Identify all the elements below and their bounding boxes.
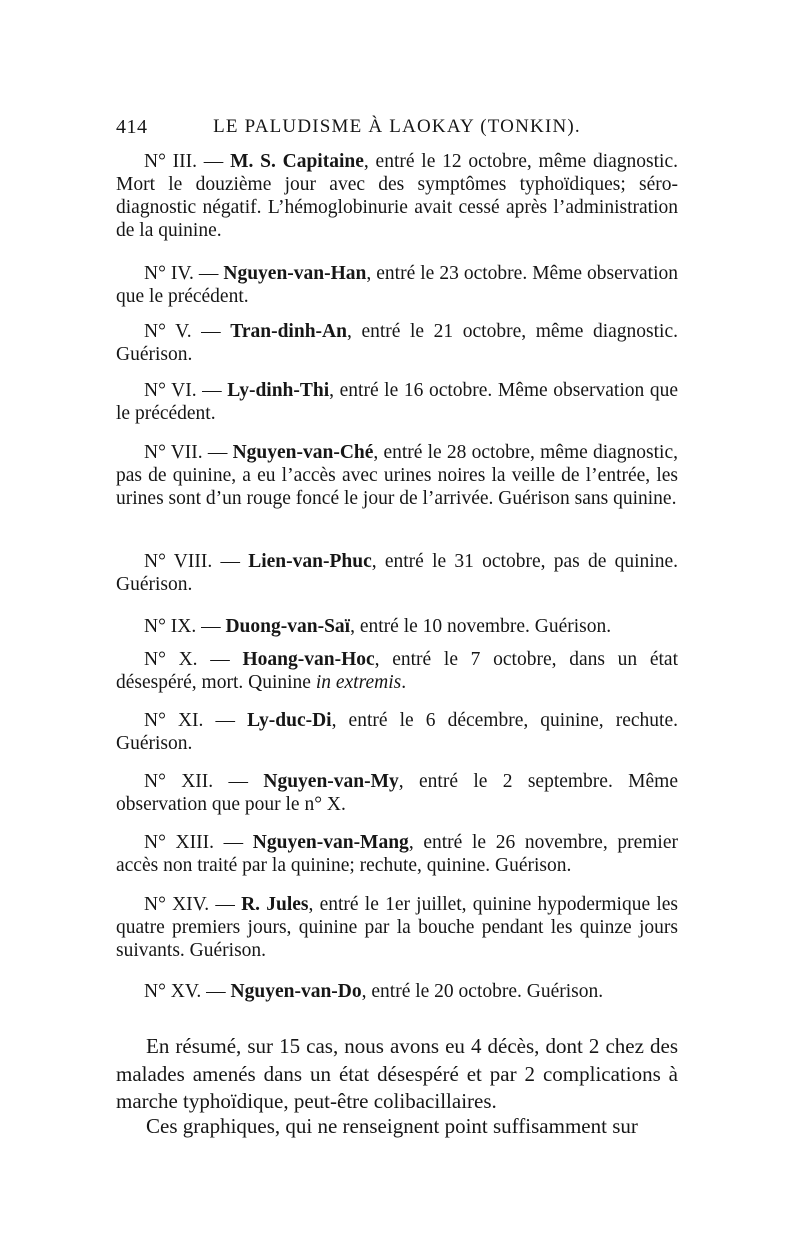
- latin-phrase: in extremis: [315, 672, 402, 693]
- case-dash: —: [196, 380, 228, 401]
- case-number: N° VII.: [144, 442, 203, 463]
- case-dash: —: [191, 321, 231, 342]
- case-number: N° V.: [144, 321, 192, 342]
- case-dash: —: [202, 442, 233, 463]
- case-text: , entré le 28 octobre, même diagnostic, pas de quinine, a eu l’accès avec urines noires la veille de l’entrée, les urines sont d’un rouge foncé le jour de l’arrivée. Guérison sans quinine.: [116, 442, 678, 509]
- summary-paragraph-continued: Ces graphiques, qui ne renseignent point suffisamment sur: [146, 1114, 638, 1138]
- case-text: , entré le 23 octobre. Même observation que le précédent.: [116, 263, 679, 307]
- case-text: , entré le 2 septembre. Même observation que pour le n° X.: [116, 771, 678, 815]
- case-entry: [116, 980, 678, 1003]
- patient-name: Nguyen-van-My: [263, 771, 399, 792]
- running-title: LE PALUDISME À LAOKAY (TONKIN).: [213, 116, 581, 137]
- patient-name: M. S. Capitaine: [230, 151, 364, 172]
- case-text: , entré le 7 octobre, dans un état désespéré, mort. Quinine: [116, 649, 679, 693]
- case-text: , entré le 26 novembre, premier accès non traité par la quinine; rechute, quinine. Guérison.: [116, 832, 678, 876]
- case-dash: —: [212, 551, 249, 572]
- case-entry: [116, 441, 678, 510]
- case-number: N° VIII.: [144, 551, 213, 572]
- patient-name: Nguyen-van-Mang: [252, 832, 409, 853]
- case-text: , entré le 10 novembre. Guérison.: [350, 616, 612, 637]
- case-number: N° IX.: [144, 616, 197, 637]
- case-entry: [116, 615, 678, 638]
- page-number: 414: [116, 116, 148, 138]
- case-entry: [116, 262, 678, 308]
- case-entry: [116, 379, 678, 425]
- case-entry: [116, 550, 678, 596]
- case-dash: —: [197, 649, 243, 670]
- case-number: N° X.: [144, 649, 198, 670]
- patient-name: Ly-duc-Di: [247, 710, 332, 731]
- case-entry: [116, 648, 678, 694]
- case-text: , entré le 6 décembre, quinine, rechute. Guérison.: [116, 710, 678, 754]
- case-dash: —: [203, 710, 248, 731]
- case-text: , entré le 31 octobre, pas de quinine. Guérison.: [116, 551, 679, 595]
- case-text-tail: .: [401, 672, 407, 693]
- patient-name: Duong-van-Saï: [225, 616, 351, 637]
- patient-name: Hoang-van-Hoc: [242, 649, 375, 670]
- case-dash: —: [193, 263, 224, 284]
- case-entry: [116, 320, 678, 366]
- case-number: N° XI.: [144, 710, 204, 731]
- case-text: , entré le 20 octobre. Guérison.: [361, 981, 604, 1002]
- patient-name: Lien-van-Phuc: [248, 551, 372, 572]
- case-entry: [116, 831, 678, 877]
- case-number: N° XIV.: [144, 894, 210, 915]
- summary-paragraph: En résumé, sur 15 cas, nous avons eu 4 décès, dont 2 chez des malades amenés dans un état désespéré et par 2 complications à marche typhoïdique, peut-être colibacillaires.: [116, 1034, 678, 1113]
- case-number: N° III.: [144, 151, 198, 172]
- case-dash: —: [197, 151, 231, 172]
- case-number: N° XV.: [144, 981, 202, 1002]
- patient-name: Nguyen-van-Do: [230, 981, 362, 1002]
- patient-name: R. Jules: [241, 894, 309, 915]
- case-text: , entré le 12 octobre, même diagnostic. Mort le douzième jour avec des symptômes typhoïdiques; séro-diagnostic négatif. L’hémoglobinurie avait cessé après l’administration de la quinine.: [116, 151, 678, 241]
- case-entry: [116, 893, 678, 962]
- patient-name: Ly-dinh-Thi: [227, 380, 330, 401]
- patient-name: Nguyen-van-Han: [223, 263, 367, 284]
- patient-name: Tran-dinh-An: [230, 321, 347, 342]
- case-dash: —: [196, 616, 226, 637]
- case-number: N° XII.: [144, 771, 214, 792]
- case-number: N° IV.: [144, 263, 194, 284]
- case-dash: —: [213, 832, 253, 853]
- case-entry: [116, 150, 678, 242]
- case-number: N° VI.: [144, 380, 197, 401]
- case-dash: —: [201, 981, 231, 1002]
- case-text: , entré le 21 octobre, même diagnostic. Guérison.: [116, 321, 678, 365]
- case-entry: [116, 709, 678, 755]
- case-entry: [116, 770, 678, 816]
- case-text: , entré le 1er juillet, quinine hypodermique les quatre premiers jours, quinine par la bouche pendant les quinze jours suivants. Guérison.: [116, 894, 678, 961]
- running-header: [116, 116, 678, 146]
- case-number: N° XIII.: [144, 832, 214, 853]
- case-dash: —: [209, 894, 242, 915]
- patient-name: Nguyen-van-Ché: [232, 442, 374, 463]
- case-dash: —: [213, 771, 264, 792]
- case-text: , entré le 16 octobre. Même observation que le précédent.: [116, 380, 679, 424]
